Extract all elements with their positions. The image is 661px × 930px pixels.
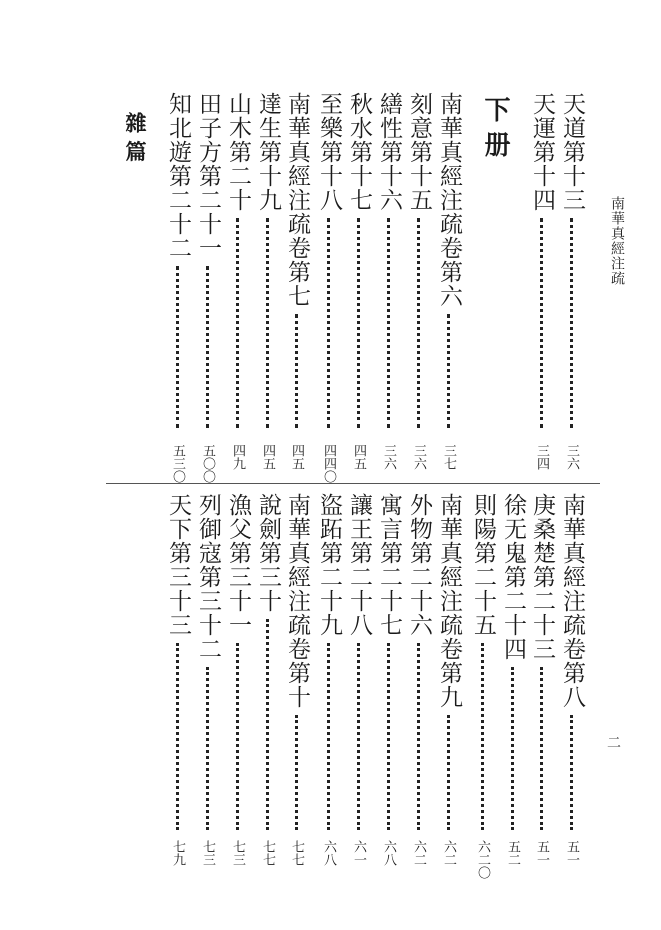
leader-dots	[176, 266, 179, 428]
toc-entry-page: 七七	[289, 840, 304, 866]
toc-entry-title: 寓言第二十七	[376, 493, 402, 637]
toc-entry-page: 六二	[411, 840, 426, 866]
page-number: 二	[605, 735, 621, 749]
leader-dots	[540, 667, 543, 830]
leader-dots	[570, 715, 573, 830]
toc-entry-page: 四五	[351, 444, 366, 470]
toc-entry-title: 山木第二十	[225, 92, 251, 212]
section-divider	[106, 483, 600, 484]
leader-dots	[295, 715, 298, 830]
leader-dots	[570, 218, 573, 428]
section-heading: 雜 篇	[123, 112, 148, 162]
toc-entry-title: 南華真經注疏卷第十	[284, 493, 310, 709]
toc-entry-page: 六一	[351, 840, 366, 866]
toc-entry-page: 六八	[321, 840, 336, 866]
toc-entry-page: 五三〇	[170, 444, 185, 483]
toc-entry-page: 五一	[534, 840, 549, 866]
leader-dots	[266, 619, 269, 830]
leader-dots	[511, 667, 514, 830]
toc-entry-title: 說劍第三十	[255, 493, 281, 613]
toc-entry-page: 六二〇	[475, 840, 490, 879]
toc-entry-title: 徐无鬼第二十四	[500, 493, 526, 661]
toc-entry-page: 三六	[564, 444, 579, 470]
toc-entry-title: 南華真經注疏卷第八	[559, 493, 585, 709]
leader-dots	[357, 218, 360, 428]
toc-entry-title: 達生第十九	[255, 92, 281, 212]
toc-entry-page: 四五	[260, 444, 275, 470]
leader-dots	[540, 218, 543, 428]
toc-entry-page: 五一	[564, 840, 579, 866]
leader-dots	[481, 643, 484, 830]
toc-entry-page: 五二	[505, 840, 520, 866]
leader-dots	[387, 643, 390, 830]
leader-dots	[206, 667, 209, 830]
toc-entry-page: 五〇〇	[200, 444, 215, 483]
toc-entry-title: 天下第三十三	[165, 493, 191, 637]
leader-dots	[206, 266, 209, 428]
leader-dots	[236, 218, 239, 428]
toc-entry-page: 三六	[381, 444, 396, 470]
toc-entry-title: 外物第二十六	[406, 493, 432, 637]
toc-entry-page: 四五	[289, 444, 304, 470]
leader-dots	[295, 314, 298, 428]
toc-entry-title: 漁父第三十一	[225, 493, 251, 637]
toc-entry-page: 三七	[441, 444, 456, 470]
leader-dots	[266, 218, 269, 428]
toc-entry-title: 南華真經注疏卷第九	[436, 493, 462, 709]
toc-entry-title: 列御寇第三十二	[195, 493, 221, 661]
leader-dots	[176, 643, 179, 830]
toc-entry-page: 四四〇	[321, 444, 336, 483]
toc-entry-title: 刻意第十五	[406, 92, 432, 212]
leader-dots	[357, 643, 360, 830]
toc-entry-page: 七三	[230, 840, 245, 866]
volume-heading: 下 册	[480, 96, 510, 158]
toc-entry-title: 至樂第十八	[316, 92, 342, 212]
leader-dots	[327, 643, 330, 830]
toc-entry-page: 三六	[411, 444, 426, 470]
toc-entry-title: 天運第十四	[529, 92, 555, 212]
leader-dots	[447, 314, 450, 428]
running-header: 南華真經注疏	[609, 196, 625, 286]
leader-dots	[236, 643, 239, 830]
toc-entry-page: 六八	[381, 840, 396, 866]
toc-entry-title: 秋水第十七	[346, 92, 372, 212]
toc-entry-page: 三四	[534, 444, 549, 470]
toc-entry-page: 七九	[170, 840, 185, 866]
toc-entry-title: 南華真經注疏卷第六	[436, 92, 462, 308]
toc-entry-title: 天道第十三	[559, 92, 585, 212]
leader-dots	[327, 218, 330, 428]
toc-entry-page: 七三	[200, 840, 215, 866]
leader-dots	[417, 218, 420, 428]
toc-entry-title: 田子方第二十一	[195, 92, 221, 260]
leader-dots	[447, 715, 450, 830]
toc-entry-title: 繕性第十六	[376, 92, 402, 212]
leader-dots	[387, 218, 390, 428]
toc-entry-title: 讓王第二十八	[346, 493, 372, 637]
toc-entry-page: 七七	[260, 840, 275, 866]
toc-entry-title: 盜跖第二十九	[316, 493, 342, 637]
toc-entry-title: 知北遊第二十二	[165, 92, 191, 260]
toc-entry-title: 庚桑楚第二十三	[529, 493, 555, 661]
leader-dots	[417, 643, 420, 830]
toc-entry-title: 則陽第二十五	[470, 493, 496, 637]
toc-entry-page: 四九	[230, 444, 245, 470]
toc-entry-title: 南華真經注疏卷第七	[284, 92, 310, 308]
toc-entry-page: 六二	[441, 840, 456, 866]
